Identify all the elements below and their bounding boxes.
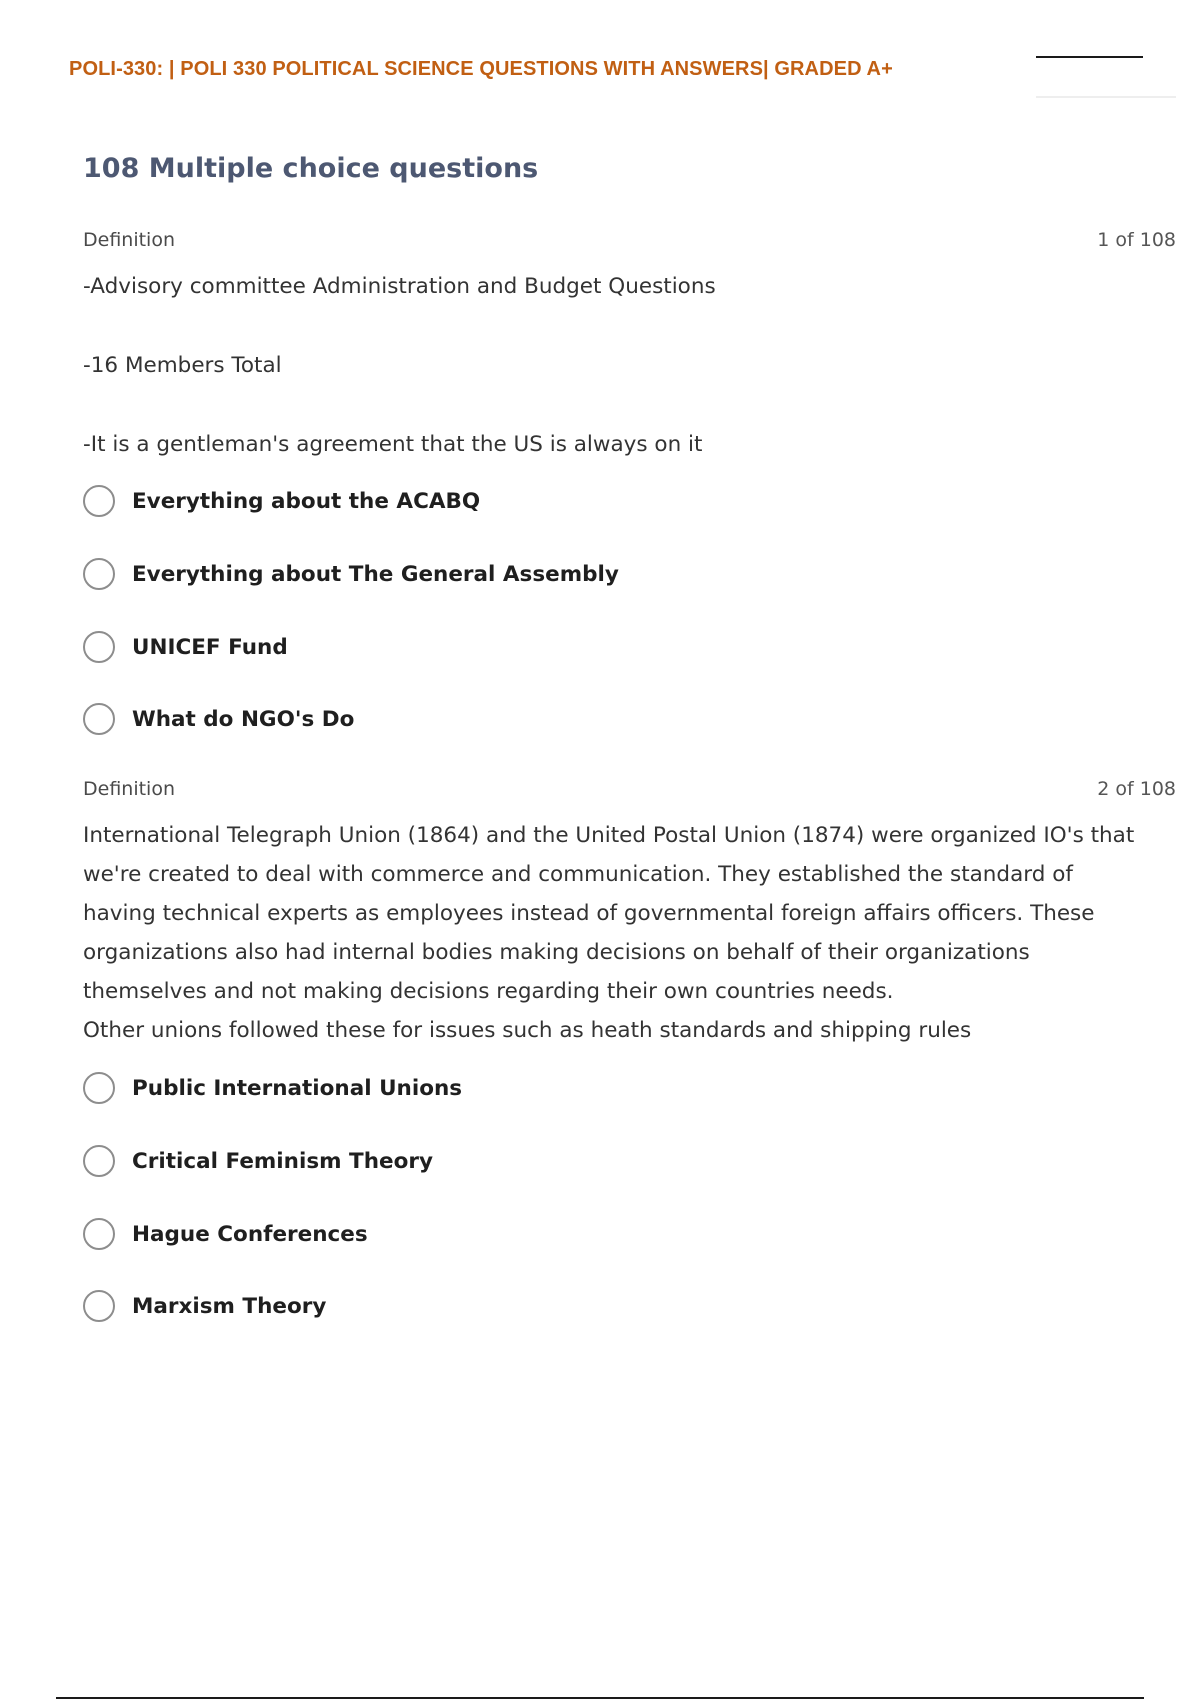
header-divider [1036, 56, 1143, 58]
option-label: Marxism Theory [132, 1293, 327, 1319]
prompt-line: organizations also had internal bodies making decisions on behalf of their organizations [83, 940, 1030, 965]
radio-button[interactable] [83, 1145, 115, 1177]
answer-option[interactable] [83, 554, 619, 594]
option-label: Everything about the ACABQ [132, 488, 481, 514]
footer-divider [56, 1697, 1144, 1699]
answer-option[interactable] [83, 1141, 433, 1181]
answer-option[interactable] [83, 1214, 368, 1254]
radio-button[interactable] [83, 1218, 115, 1250]
header-divider-faint [1036, 96, 1176, 98]
option-label: Public International Unions [132, 1075, 463, 1101]
option-label: Hague Conferences [132, 1221, 368, 1247]
question-meta [83, 778, 1176, 804]
question-type-label: Definition [83, 229, 176, 251]
option-label: UNICEF Fund [132, 634, 288, 660]
radio-button[interactable] [83, 1290, 115, 1322]
radio-button[interactable] [83, 485, 115, 517]
prompt-line: having technical experts as employees instead of governmental foreign affairs officers. These [83, 901, 1095, 926]
answer-option[interactable] [83, 699, 354, 739]
radio-button[interactable] [83, 703, 115, 735]
question-card-2 [83, 778, 1176, 1050]
answer-option[interactable] [83, 481, 480, 521]
answer-option[interactable] [83, 1286, 326, 1326]
prompt-line: International Telegraph Union (1864) and the United Postal Union (1874) were organized IO's that [83, 823, 1135, 848]
section-title: 108 Multiple choice questions [83, 153, 539, 184]
answer-option[interactable] [83, 627, 288, 667]
question-type-label: Definition [83, 778, 176, 800]
prompt-line: themselves and not making decisions regarding their own countries needs. [83, 979, 894, 1004]
question-prompt [83, 267, 1176, 464]
prompt-line: -16 Members Total [83, 353, 282, 378]
question-counter: 1 of 108 [1097, 229, 1176, 251]
prompt-line: we're created to deal with commerce and communication. They established the standard of [83, 862, 1073, 887]
prompt-line: -It is a gentleman's agreement that the US is always on it [83, 432, 703, 457]
document-header: POLI-330: | POLI 330 POLITICAL SCIENCE QUESTIONS WITH ANSWERS| GRADED A+ [69, 58, 893, 80]
radio-button[interactable] [83, 558, 115, 590]
question-prompt [83, 816, 1176, 1050]
answer-option[interactable] [83, 1068, 462, 1108]
question-counter: 2 of 108 [1097, 778, 1176, 800]
option-label: Critical Feminism Theory [132, 1148, 433, 1174]
prompt-line: Other unions followed these for issues such as heath standards and shipping rules [83, 1018, 972, 1043]
radio-button[interactable] [83, 1072, 115, 1104]
question-meta [83, 229, 1176, 255]
option-label: What do NGO's Do [132, 706, 355, 732]
prompt-line: -Advisory committee Administration and Budget Questions [83, 274, 716, 299]
option-label: Everything about The General Assembly [132, 561, 619, 587]
question-card-1 [83, 229, 1176, 464]
radio-button[interactable] [83, 631, 115, 663]
